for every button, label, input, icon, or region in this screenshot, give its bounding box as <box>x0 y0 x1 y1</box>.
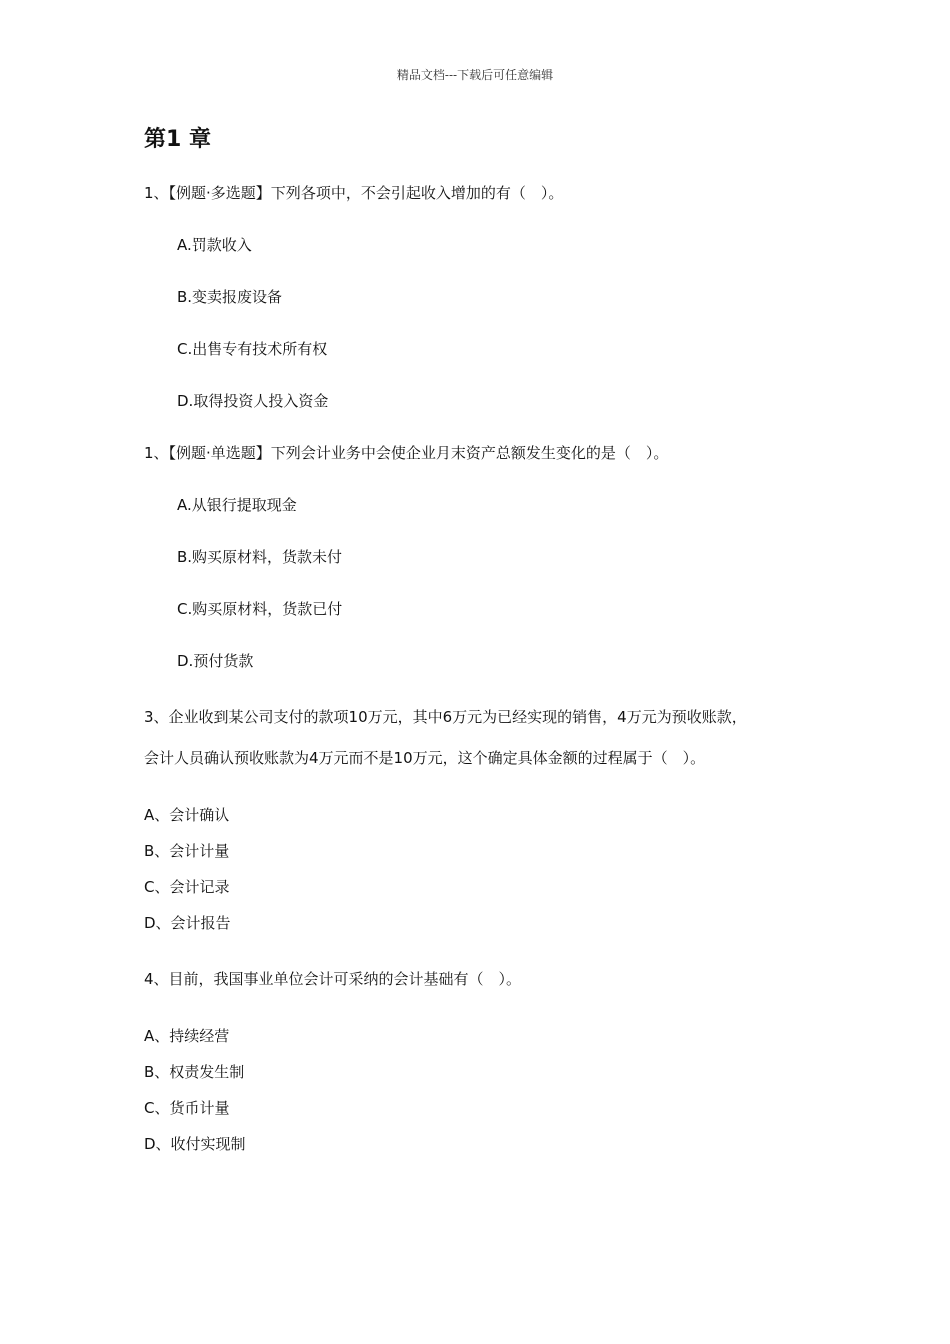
question-4: 4、目前，我国事业单位会计可采纳的会计基础有（ ）。 <box>144 970 522 988</box>
q1-option-a: A.罚款收入 <box>177 236 252 254</box>
q1-option-b: B.变卖报废设备 <box>177 288 283 306</box>
q2-option-a: A.从银行提取现金 <box>177 496 297 514</box>
q3-option-c: C、会计记录 <box>144 878 230 896</box>
q4-option-d: D、收付实现制 <box>144 1135 246 1153</box>
q3-option-d: D、会计报告 <box>144 914 231 932</box>
q1-option-c: C.出售专有技术所有权 <box>177 340 328 358</box>
q4-option-b: B、权责发生制 <box>144 1063 245 1081</box>
page-header: 精品文档---下载后可任意编辑 <box>396 68 554 82</box>
chapter-title: 第1 章 <box>144 127 211 152</box>
q2-option-c: C.购买原材料，货款已付 <box>177 600 343 618</box>
q2-option-b: B.购买原材料，货款未付 <box>177 548 343 566</box>
q3-option-b: B、会计计量 <box>144 842 230 860</box>
question-3-line-1: 3、企业收到某公司支付的款项10万元，其中6万元为已经实现的销售，4万元为预收账款， <box>144 708 747 726</box>
q2-option-d: D.预付货款 <box>177 652 254 670</box>
q4-option-a: A、持续经营 <box>144 1027 230 1045</box>
q1-option-d: D.取得投资人投入资金 <box>177 392 329 410</box>
q4-option-c: C、货币计量 <box>144 1099 230 1117</box>
question-1: 1、【例题·多选题】下列各项中，不会引起收入增加的有（ ）。 <box>144 184 564 202</box>
question-3-line-2: 会计人员确认预收账款为4万元而不是10万元，这个确定具体金额的过程属于（ ）。 <box>144 749 706 767</box>
q3-option-a: A、会计确认 <box>144 806 230 824</box>
question-2: 1、【例题·单选题】下列会计业务中会使企业月末资产总额发生变化的是（ ）。 <box>144 444 669 462</box>
